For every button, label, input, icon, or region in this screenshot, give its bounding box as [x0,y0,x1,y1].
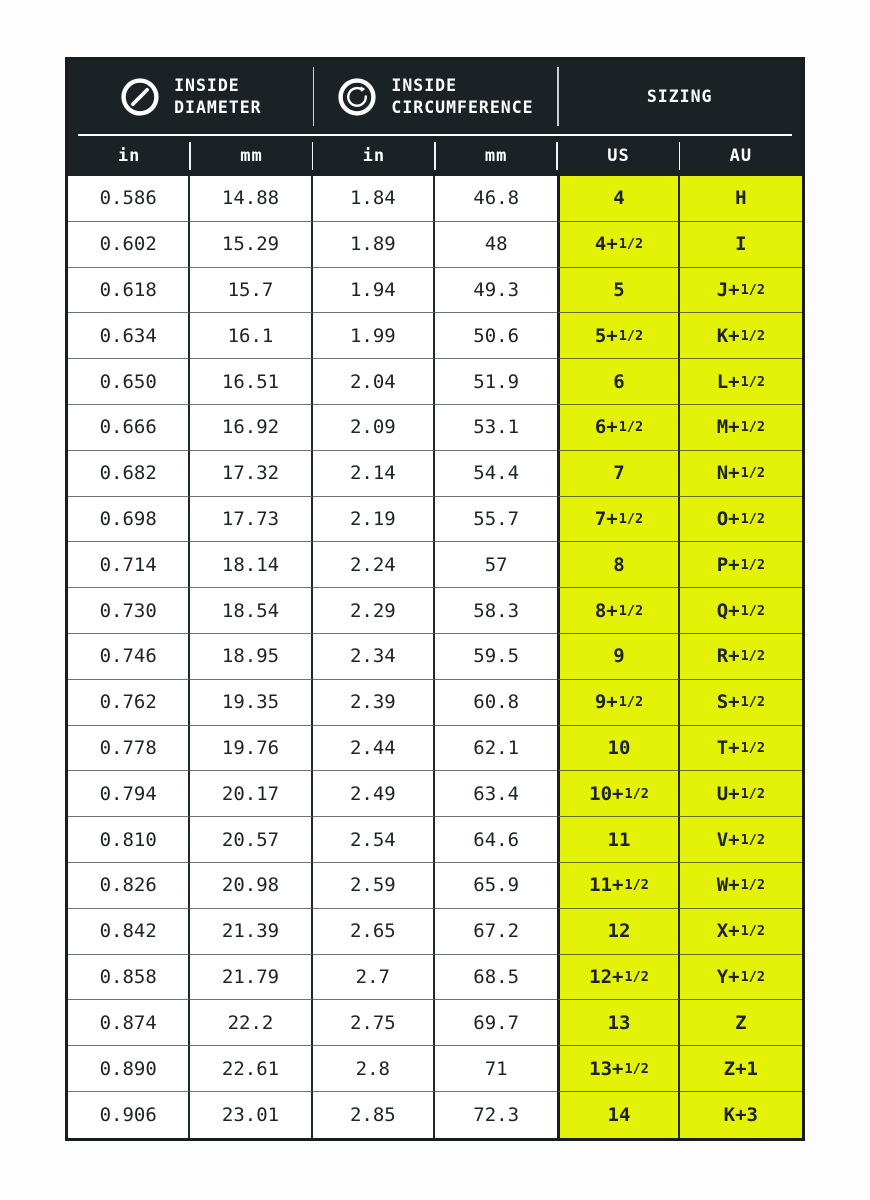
circumference-mm-cell: 55.7 [435,497,557,543]
circumference-mm-cell: 62.1 [435,726,557,772]
circumference-mm-cell: 59.5 [435,634,557,680]
header-group-row [68,60,802,134]
us-size-cell: 7 [557,451,679,497]
us-size-cell: 13 [557,1000,679,1046]
circumference-mm-cell: 64.6 [435,817,557,863]
circumference-in-cell: 2.09 [313,405,435,451]
diameter-mm-cell: 16.92 [190,405,312,451]
circumference-mm-cell: 53.1 [435,405,557,451]
circumference-mm-cell: 69.7 [435,1000,557,1046]
au-size-cell: Z [680,1000,802,1046]
diameter-mm-cell: 22.2 [190,1000,312,1046]
circumference-in-cell: 1.89 [313,222,435,268]
circumference-in-cell: 2.54 [313,817,435,863]
diameter-mm-cell: 20.57 [190,817,312,863]
diameter-in-cell: 0.730 [68,588,190,634]
circumference-mm-cell: 63.4 [435,771,557,817]
diameter-in-cell: 0.714 [68,542,190,588]
circumference-in-cell: 1.99 [313,313,435,359]
diameter-mm-cell: 20.17 [190,771,312,817]
diameter-mm-cell: 23.01 [190,1092,312,1138]
au-size-cell: Y+ 1/2 [680,955,802,1001]
header-group-inside-diameter [68,60,313,134]
header-group-label: INSIDE CIRCUMFERENCE [391,75,534,117]
us-size-cell: 9+ 1/2 [557,680,679,726]
table-header [68,60,802,176]
us-size-cell: 8 [557,542,679,588]
circumference-in-cell: 2.8 [313,1046,435,1092]
us-size-cell: 9 [557,634,679,680]
au-size-cell: P+ 1/2 [680,542,802,588]
diameter-mm-cell: 18.54 [190,588,312,634]
circumference-mm-cell: 50.6 [435,313,557,359]
au-size-cell: K+ 1/2 [680,313,802,359]
us-size-cell: 7+ 1/2 [557,497,679,543]
au-size-cell: L+ 1/2 [680,359,802,405]
us-size-cell: 12+ 1/2 [557,955,679,1001]
column-header-circumference-in: in [313,136,435,176]
circumference-mm-cell: 57 [435,542,557,588]
diameter-in-cell: 0.842 [68,909,190,955]
au-size-cell: N+ 1/2 [680,451,802,497]
au-size-cell: K+3 [680,1092,802,1138]
us-size-cell: 4 [557,176,679,222]
circumference-in-cell: 2.44 [313,726,435,772]
diameter-mm-cell: 19.76 [190,726,312,772]
diameter-mm-cell: 14.88 [190,176,312,222]
circumference-in-cell: 2.04 [313,359,435,405]
us-size-cell: 5 [557,268,679,314]
diameter-mm-cell: 15.29 [190,222,312,268]
table-body [68,176,802,1138]
us-size-cell: 4+ 1/2 [557,222,679,268]
circumference-in-cell: 2.85 [313,1092,435,1138]
circumference-mm-cell: 68.5 [435,955,557,1001]
diameter-mm-cell: 21.39 [190,909,312,955]
au-size-cell: V+ 1/2 [680,817,802,863]
circumference-in-cell: 2.14 [313,451,435,497]
diameter-in-cell: 0.666 [68,405,190,451]
au-size-cell: R+ 1/2 [680,634,802,680]
au-size-cell: W+ 1/2 [680,863,802,909]
circumference-mm-cell: 65.9 [435,863,557,909]
column-header-us: US [557,136,679,176]
au-size-cell: J+ 1/2 [680,268,802,314]
circumference-in-cell: 2.75 [313,1000,435,1046]
circumference-in-cell: 2.19 [313,497,435,543]
diameter-mm-cell: 20.98 [190,863,312,909]
diameter-in-cell: 0.778 [68,726,190,772]
diameter-mm-cell: 19.35 [190,680,312,726]
diameter-mm-cell: 22.61 [190,1046,312,1092]
diameter-in-cell: 0.906 [68,1092,190,1138]
header-group-label: SIZING [646,86,713,106]
circumference-mm-cell: 46.8 [435,176,557,222]
circumference-mm-cell: 48 [435,222,557,268]
column-header-circumference-mm: mm [435,136,557,176]
circumference-mm-cell: 58.3 [435,588,557,634]
column-header-au: AU [680,136,802,176]
column-header-diameter-mm: mm [190,136,312,176]
us-size-cell: 6 [557,359,679,405]
column-header-diameter-in: in [117,146,141,166]
diameter-in-cell: 0.602 [68,222,190,268]
circumference-mm-cell: 51.9 [435,359,557,405]
diameter-in-cell: 0.810 [68,817,190,863]
diameter-mm-cell: 16.51 [190,359,312,405]
diameter-mm-cell: 18.14 [190,542,312,588]
us-size-cell: 11 [557,817,679,863]
us-size-cell: 13+ 1/2 [557,1046,679,1092]
circumference-in-cell: 2.65 [313,909,435,955]
diameter-in-cell: 0.746 [68,634,190,680]
circumference-in-cell: 2.39 [313,680,435,726]
circumference-mm-cell: 60.8 [435,680,557,726]
circumference-mm-cell: 49.3 [435,268,557,314]
circumference-in-cell: 2.49 [313,771,435,817]
au-size-cell: H [680,176,802,222]
au-size-cell: T+ 1/2 [680,726,802,772]
us-size-cell: 5+ 1/2 [557,313,679,359]
diameter-in-cell: 0.890 [68,1046,190,1092]
header-group-inside-circumference [313,60,558,134]
diameter-in-cell: 0.586 [68,176,190,222]
diameter-in-cell: 0.650 [68,359,190,405]
circumference-mm-cell: 67.2 [435,909,557,955]
diameter-mm-cell: 17.32 [190,451,312,497]
diameter-in-cell: 0.762 [68,680,190,726]
diameter-in-cell: 0.794 [68,771,190,817]
au-size-cell: Z+1 [680,1046,802,1092]
diameter-mm-cell: 16.1 [190,313,312,359]
au-size-cell: O+ 1/2 [680,497,802,543]
column-header-row [68,136,802,176]
diameter-in-cell: 0.858 [68,955,190,1001]
ring-size-table [65,57,805,1141]
diameter-in-cell: 0.874 [68,1000,190,1046]
us-size-cell: 6+ 1/2 [557,405,679,451]
au-size-cell: I [680,222,802,268]
us-size-cell: 11+ 1/2 [557,863,679,909]
circumference-mm-cell: 54.4 [435,451,557,497]
diameter-icon [119,76,161,118]
us-size-cell: 8+ 1/2 [557,588,679,634]
circumference-in-cell: 2.29 [313,588,435,634]
us-size-cell: 12 [557,909,679,955]
diameter-in-cell: 0.618 [68,268,190,314]
au-size-cell: Q+ 1/2 [680,588,802,634]
diameter-mm-cell: 18.95 [190,634,312,680]
circumference-in-cell: 2.59 [313,863,435,909]
diameter-mm-cell: 17.73 [190,497,312,543]
au-size-cell: S+ 1/2 [680,680,802,726]
us-size-cell: 10+ 1/2 [557,771,679,817]
diameter-in-cell: 0.698 [68,497,190,543]
us-size-cell: 14 [557,1092,679,1138]
circumference-icon [336,76,378,118]
au-size-cell: U+ 1/2 [680,771,802,817]
diameter-in-cell: 0.634 [68,313,190,359]
circumference-mm-cell: 72.3 [435,1092,557,1138]
circumference-in-cell: 1.94 [313,268,435,314]
diameter-in-cell: 0.682 [68,451,190,497]
circumference-in-cell: 2.7 [313,955,435,1001]
au-size-cell: X+ 1/2 [680,909,802,955]
circumference-mm-cell: 71 [435,1046,557,1092]
diameter-in-cell: 0.826 [68,863,190,909]
circumference-in-cell: 1.84 [313,176,435,222]
diameter-mm-cell: 15.7 [190,268,312,314]
header-group-sizing [557,60,802,134]
au-size-cell: M+ 1/2 [680,405,802,451]
diameter-mm-cell: 21.79 [190,955,312,1001]
header-group-label: INSIDE DIAMETER [174,75,262,117]
circumference-in-cell: 2.34 [313,634,435,680]
circumference-in-cell: 2.24 [313,542,435,588]
us-size-cell: 10 [557,726,679,772]
